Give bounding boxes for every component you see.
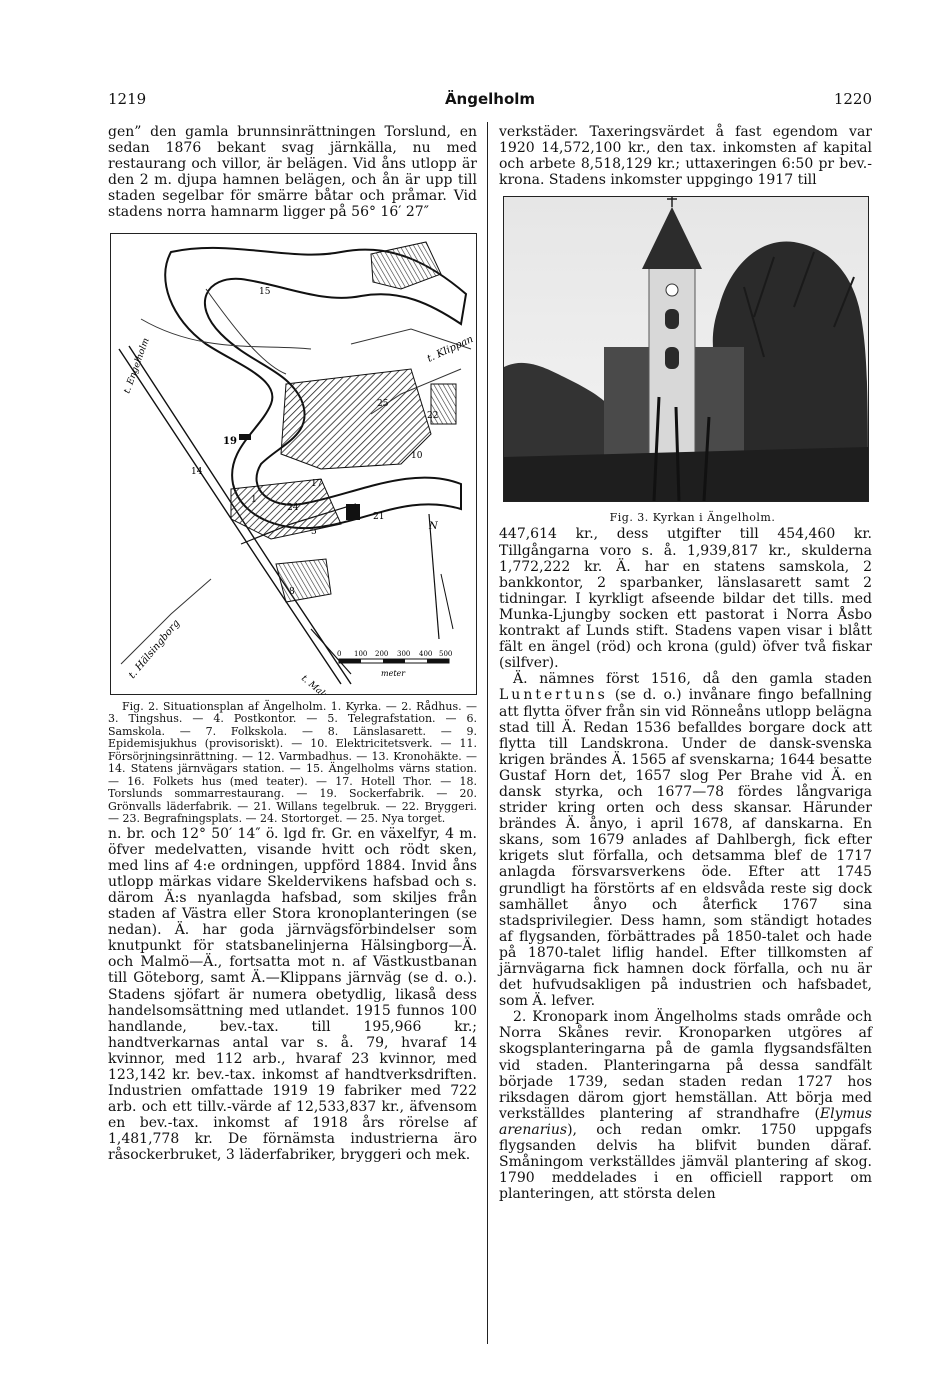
label-14: 14 xyxy=(191,466,203,477)
town-blocks xyxy=(281,369,431,469)
label-malmo: t. Malmö xyxy=(299,673,337,694)
scale-500: 500 xyxy=(439,649,453,658)
right-paragraph-3 xyxy=(499,671,872,1009)
fig2-caption: Fig. 2. Situationsplan af Ängelholm. 1. Kyrka. — 2. Rådhus. — 3. Tingshus. — 4. Postkontor. — 5. Telegrafstation. — 6. Samskola. — 7. Folkskola. — 8. Länslasarett. — 9. Epidemisjukhus (provisoriskt). — 10. Elektricitetsverk. — 11. Försörjningsinrättning. — 12. Varmbadhus. — 13. Kronohäkte. — 14. Statens järnvägars station. — 15. Ängelholms värns station. — 16. Folkets hus (med teater). — 17. Hotell Thor. — 18. Torslunds sommarrestaurang. — 19. Sockerfabrik. — 20. Grönvalls läderfabrik. — 21. Willans tegelbruk. — 22. Bryggeri. — 23. Begrafningsplats. — 24. Stortorget. — 25. Nya torget. xyxy=(108,699,477,826)
fig3-church-photo xyxy=(503,196,869,502)
city-map-illustration xyxy=(111,234,476,694)
label-8: 8 xyxy=(289,586,295,597)
para3-start: Ä. nämnes först 1516, då den gamla staden xyxy=(513,671,872,688)
page-header xyxy=(108,90,872,112)
label-22: 22 xyxy=(427,410,439,421)
fig2-map xyxy=(110,233,477,695)
label-5: 5 xyxy=(311,526,317,537)
right-column xyxy=(499,124,872,1202)
label-21: 21 xyxy=(373,511,385,522)
right-paragraph-2: 447,614 kr., dess utgifter till 454,460 kr. Tillgångarna voro s. å. 1,939,817 kr., skulderna 1,772,222 kr. Ä. har en statens samskola, 2 bankkontor, 2 sparbanker, länslasarett samt 2 tidningar. I kyrkligt afseende bildar det tills. med Munka-Ljungby socken ett pastorat i Norra Åsbo kontrakt af Lunds stift. Stadens vapen visar i blått fält en ängel (röd) och krona (guld) öfver två fiskar (silfver). xyxy=(499,526,872,672)
label-19: 19 xyxy=(223,435,237,447)
place-name-luntertun: Luntertuns xyxy=(499,687,608,704)
species-name: Elymus arenarius xyxy=(499,1105,872,1138)
label-25: 25 xyxy=(377,398,389,409)
clock-face xyxy=(666,284,678,296)
right-paragraph-1: verkstäder. Taxeringsvärdet å fast egendom var 1920 14,572,100 kr., den tax. inkomsten af kapital och arbete 8,518,129 kr.; uttaxeringen 6:50 pr bev.-krona. Stadens inkomster uppgingo 1917 till xyxy=(499,124,872,189)
church-photo-illustration xyxy=(504,197,868,501)
scale-100: 100 xyxy=(354,649,368,658)
label-1: 1 xyxy=(251,494,257,505)
para3-rest: (se d. o.) invånare fingo befallning att flytta öfver från sin vid Rönneåns utlopp belägna stad till Ä. Redan 1536 befalldes borgare dock att flytta till Landskrona. Under de dansk-svenska krigen brändes Ä. 1565 af svenskarna; 1644 besatte Gustaf Horn det, 1657 slog Per Brahe vid Ä. en dansk styrka, och 1677—78 fördes långvariga strider kring orten och dess skansar. Härunder brändes Ä. ånyo, i april 1678, af danskarna. En skans, som 1679 anlades af Dahlbergh, fick efter krigets slut förfalla, och detsamma blef de 1717 anlagda försvarsverkens öde. Efter att 1745 grundligt ha förstörts af en eldsvåda reste sig dock samhället ånyo och återfick 1767 sina stadsprivilegier. Dess hamn, som ständigt hotades af flygsanden, förbättrades på 1850-talet och hade på 1870-talet liflig handel. Efter tillkomsten af järnvägarna fick hamnen dock förfalla, och nu är det hufvudsakligen på industrien och hafsbadet, som Ä. lefver. xyxy=(499,687,872,1010)
left-paragraph-2: n. br. och 12° 50′ 14″ ö. lgd fr. Gr. en växelfyr, 4 m. öfver medelvatten, visande hvitt och rödt sken, med lins af 4:e ordningen, uppförd 1884. Invid åns utlopp märkas vidare Skeldervikens hafsbad och s. därom Ä:s nyanlagda hafsbad, som skiljes från staden af Västra eller Stora kronoplanteringen (se nedan). Ä. har goda järnvägsförbindelser som knutpunkt för statsbanelinjerna Hälsingborg—Ä. och Malmö—Ä., fortsatta mot n. af Västkustbanan till Göteborg, samt Ä.—Klippans järnväg (se d. o.). Stadens sjöfart är numera obetydlig, likaså dess handelsomsättning med utlandet. 1915 funnos 100 handlande, bev.-tax. till 195,966 kr.; handtverkarnas antal var s. å. 79, hvaraf 14 kvinnor, med 112 arb., hvaraf 23 kvinnor, med 123,142 kr. bev.-tax. inkomst af handtverksdriften. Industrien omfattade 1919 19 fabriker med 722 arb. och ett tillv.-värde af 12,533,837 kr., äfvensom en bev.-tax. inkomst af 1918 års rörelse af 1,481,778 kr. De förnämsta industrierna äro råsockerbruket, 3 läderfabriker, bryggeri och mek. xyxy=(108,825,477,1164)
para4-start: 2. Kronopark inom Ängelholms stads område och Norra Skånes revir. Kronoparken utgöres af skogsplanteringarna på de gamla flygsandsfälten vid staden. Planteringarna på dessa sandfält började 1739, sedan staden redan 1727 hos riksdagen därom gjort hemställan. Att börja med verkställdes plantering af strandhafre ( xyxy=(499,1009,872,1122)
label-10: 10 xyxy=(411,450,423,461)
page-title: Ängelholm xyxy=(444,90,536,108)
label-klippan: t. Klippan xyxy=(425,333,476,365)
label-24: 24 xyxy=(287,502,299,513)
scale-300: 300 xyxy=(397,649,411,658)
column-divider xyxy=(487,122,488,1344)
north-arrow xyxy=(429,514,439,639)
right-paragraph-4 xyxy=(499,1009,872,1202)
right-page-number: 1220 xyxy=(833,90,872,108)
scale-0: 0 xyxy=(337,649,342,658)
label-15: 15 xyxy=(259,286,271,297)
label-17: 17 xyxy=(311,478,323,489)
label-north: N xyxy=(429,520,438,532)
label-engelholm: t. Engelholm xyxy=(122,336,152,395)
fig3-caption: Fig. 3. Kyrkan i Ängelholm. xyxy=(609,511,776,525)
left-page-number: 1219 xyxy=(108,90,147,108)
para4-rest: ), och redan omkr. 1750 uppgafs flygsanden delvis ha blifvit bunden däraf. Småningom verkställdes jämväl plantering af skog. 1790 meddelades i en officiell rapport om planteringen, att största delen xyxy=(499,1121,872,1203)
scale-400: 400 xyxy=(419,649,433,658)
scale-unit: meter xyxy=(381,668,406,678)
label-halsingborg: t. Hälsingborg xyxy=(126,617,183,681)
scale-200: 200 xyxy=(375,649,389,658)
left-column xyxy=(108,124,477,1164)
left-paragraph-1: gen” den gamla brunnsinrättningen Torslund, en sedan 1876 bekant svag järnkälla, nu med restaurang och villor, är belägen. Vid åns utlopp är den 2 m. djupa hamnen belägen, och ån är upp till staden segelbar för smärre båtar och pråmar. Vid stadens norra hamnarm ligger på 56° 16′ 27″ xyxy=(108,124,477,221)
